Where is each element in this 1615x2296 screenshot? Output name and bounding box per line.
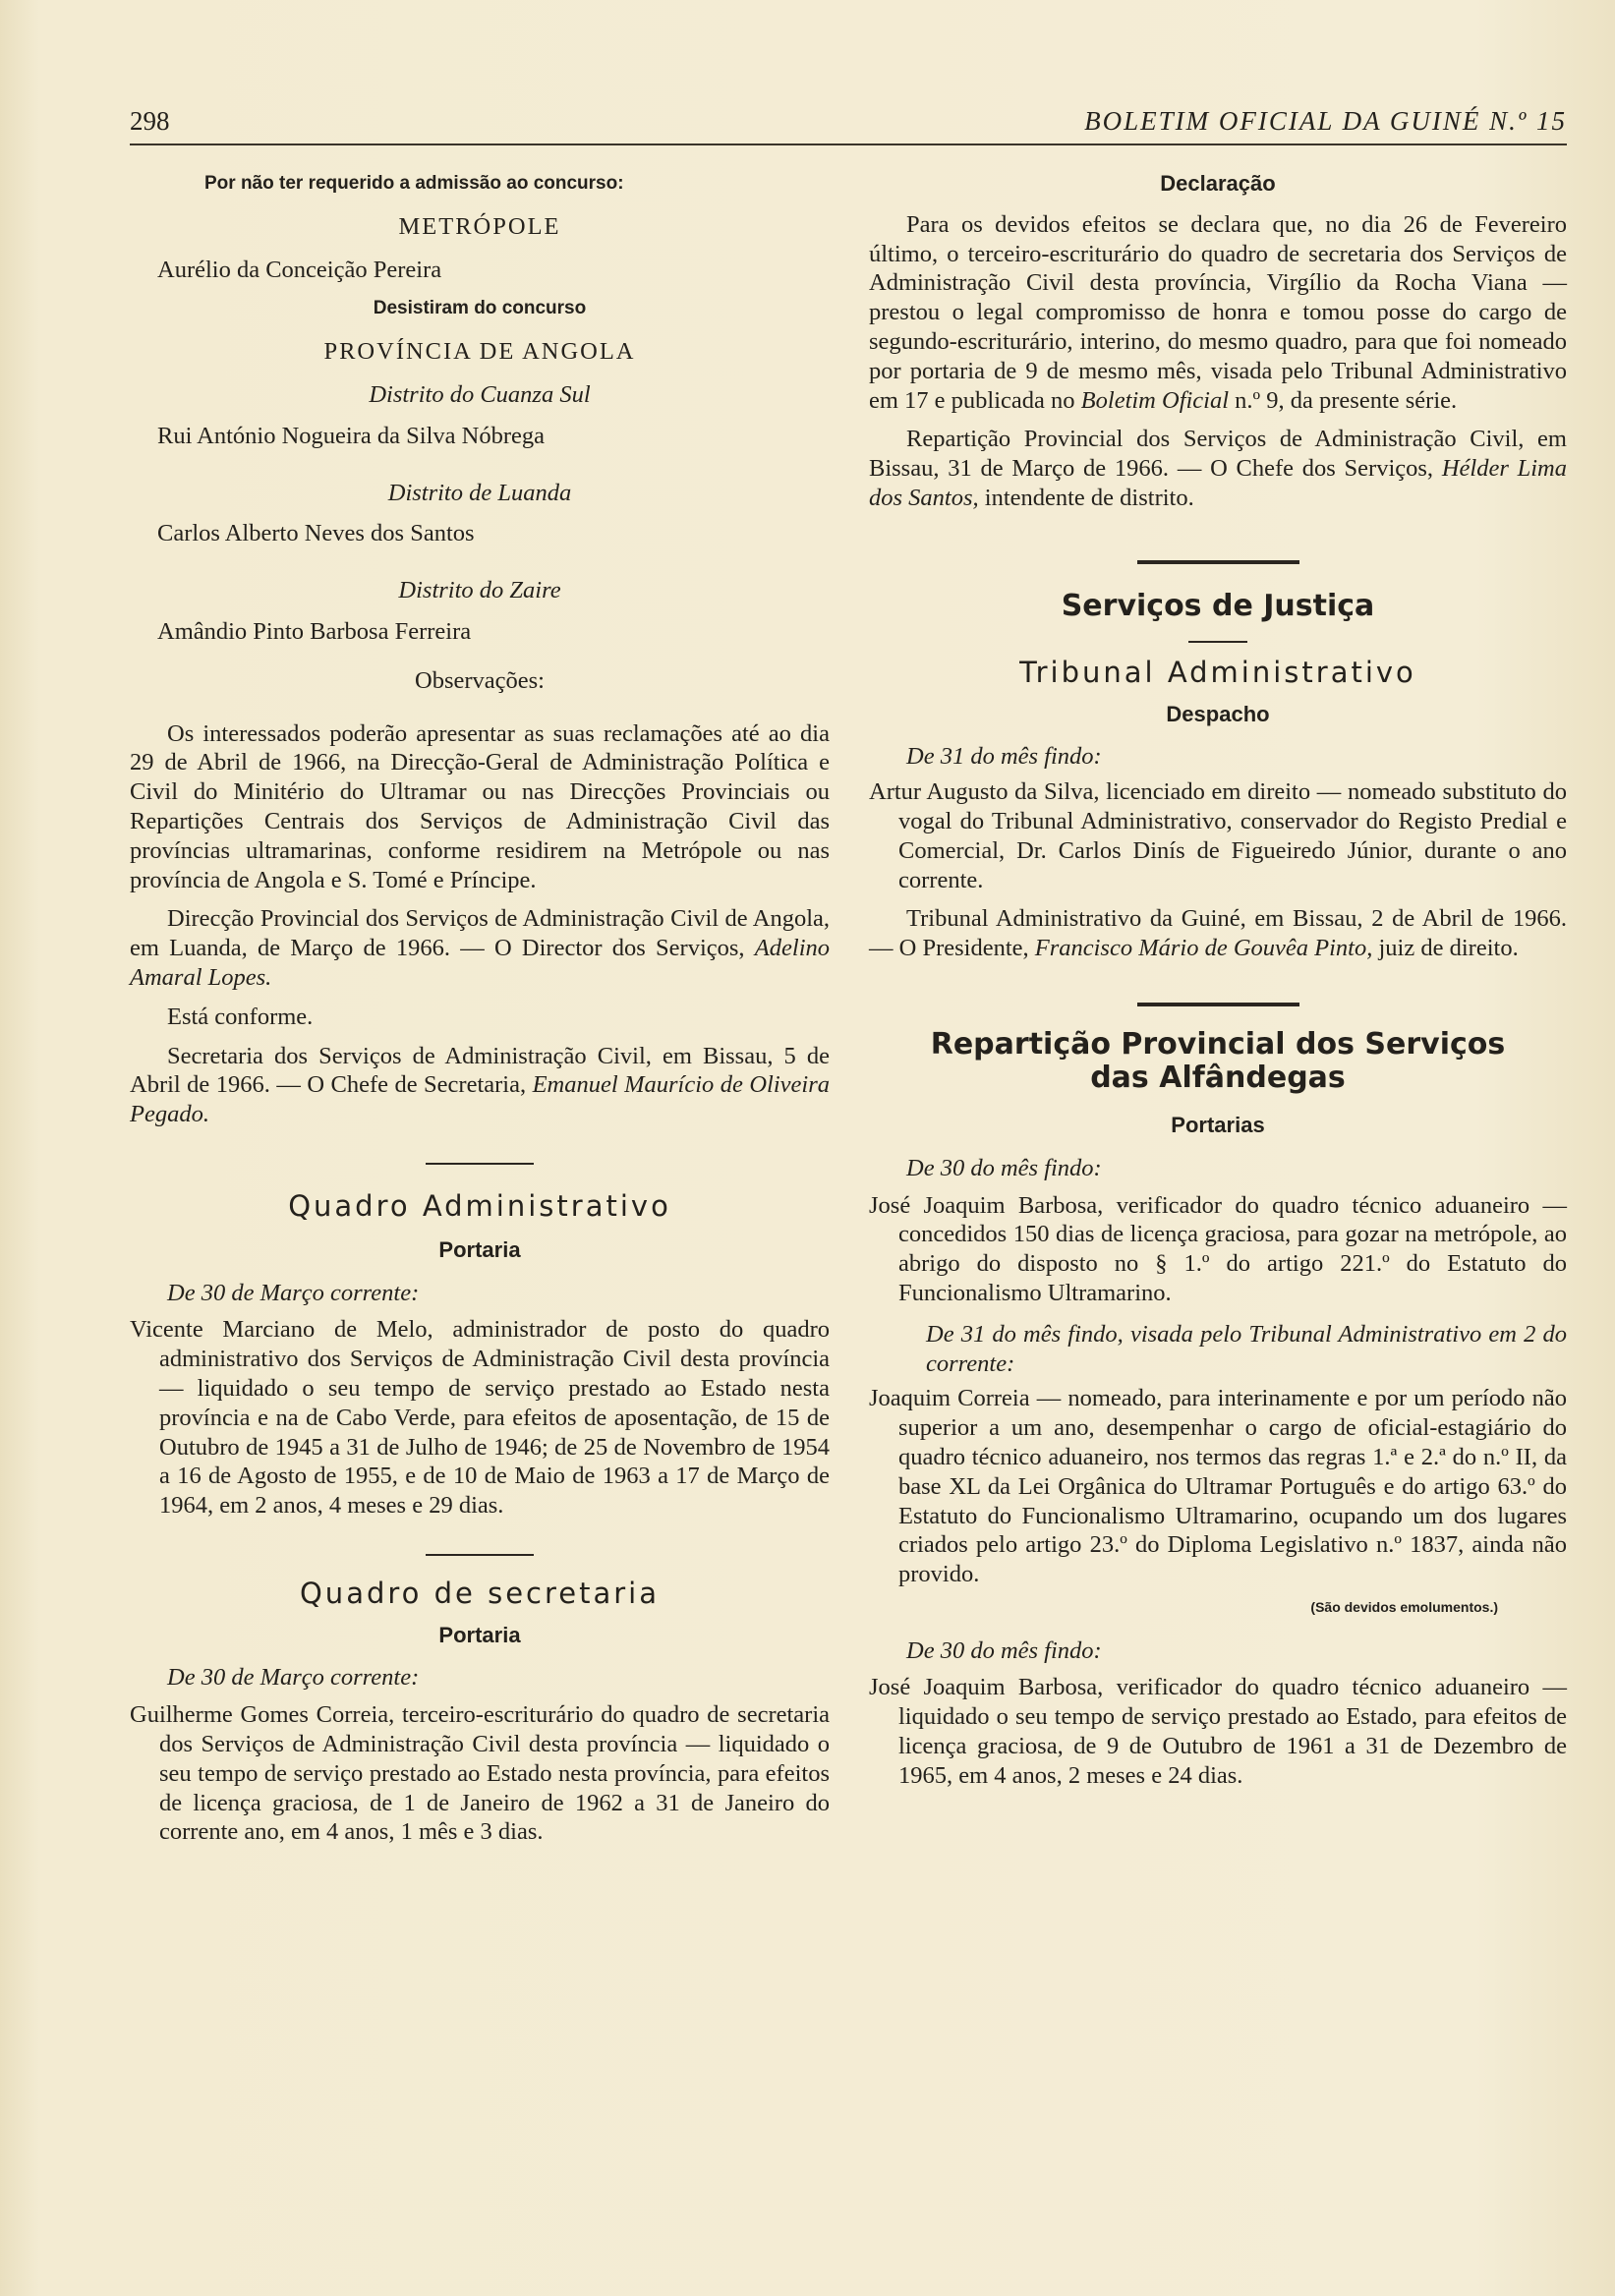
qs-date: De 30 de Março corrente:	[167, 1664, 420, 1692]
portaria-2-date: De 31 do mês findo, visada pelo Tribunal Administrativo em 2 do corrente:	[926, 1320, 1567, 1377]
esta-conforme: Está conforme.	[167, 1003, 314, 1030]
metropole-name: Aurélio da Conceição Pereira	[157, 256, 442, 283]
emolumentos-note: (São devidos emolumentos.)	[1310, 1598, 1498, 1615]
withdrew-heading: Desistiram do concurso	[373, 298, 587, 319]
servicos-justica-title: Serviços de Justiça	[1061, 588, 1375, 623]
tribunal-suffix: juiz de direito.	[1378, 935, 1519, 962]
despacho-heading: Despacho	[1166, 701, 1270, 726]
divider	[1188, 641, 1247, 643]
tribunal-signer: Francisco Mário de Gouvêa Pinto,	[1034, 935, 1373, 962]
divider	[426, 1163, 534, 1165]
observacoes-heading: Observações:	[415, 666, 545, 694]
district-luanda: Distrito de Luanda	[387, 479, 572, 506]
direccao-signer: Adelino Amaral Lopes.	[130, 935, 831, 991]
district-cuanza-sul: Distrito do Cuanza Sul	[369, 380, 591, 408]
direccao-paragraph	[130, 904, 830, 992]
portaria-3-date: De 30 do mês findo:	[906, 1636, 1102, 1664]
district-zaire: Distrito do Zaire	[398, 577, 561, 604]
left-column	[130, 169, 830, 1847]
tribunal-text: Tribunal Administrativo da Guiné, em Bissau, 2 de Abril de 1966. — O Presidente,	[869, 905, 1567, 962]
qa-text: Vicente Marciano de Melo, administrador de posto do quadro administrativo dos Serviços de Administração Civil desta província — liquidado o seu tempo de serviço prestado ao Estado nesta província e na de Cabo Verde, para efeitos de aposentação, de 15 de Outubro de 1945 a 31 de Julho de 1946; de 25 de Novembro de 1954 a 16 de Agosto de 1955, e de 10 de Maio de 1963 a 17 de Março de 1964, em 2 anos, 4 meses e 29 dias.	[130, 1316, 830, 1520]
reparticao-text: Repartição Provincial dos Serviços de Administração Civil, em Bissau, 31 de Março de 1966. — O Chefe dos Serviços,	[869, 426, 1567, 483]
reparticao-paragraph	[869, 425, 1567, 512]
alfandegas-title-line-2: das Alfândegas	[1090, 1060, 1346, 1095]
qs-portaria-heading: Portaria	[438, 1622, 521, 1647]
declaracao-paragraph	[869, 210, 1567, 416]
despacho-text: Artur Augusto da Silva, licenciado em direito — nomeado substituto do vogal do Tribunal Administrativo, conservador do Registo Predial e Comercial, Dr. Carlos Dinís de Figueiredo Júnior, durante o ano corrente.	[869, 778, 1567, 893]
divider	[1137, 560, 1299, 564]
metropole-heading: METRÓPOLE	[398, 212, 561, 240]
portarias-heading: Portarias	[1171, 1112, 1265, 1137]
secretaria-text: Secretaria dos Serviços de Administração Civil, em Bissau, 5 de Abril de 1966. — O Chefe de Secretaria,	[130, 1042, 830, 1099]
quadro-secretaria-title: Quadro de secretaria	[299, 1576, 660, 1610]
not-required-heading: Por não ter requerido a admissão ao concurso:	[204, 173, 624, 194]
name-nobrega: Rui António Nogueira da Silva Nóbrega	[157, 422, 545, 449]
page-number: 298	[130, 106, 170, 136]
qa-portaria-heading: Portaria	[438, 1236, 521, 1262]
declaracao-text-2: n.º 9, da presente série.	[1235, 386, 1458, 414]
qs-text: Guilherme Gomes Correia, terceiro-escriturário do quadro de secretaria dos Serviços de Administração Civil desta província — liquidado o seu tempo de serviço prestado ao Estado nesta província, para efeitos de licença graciosa, de 1 de Janeiro de 1962 a 31 de Janeiro do corrente ano, em 4 anos, 1 mês e 3 dias.	[130, 1701, 830, 1846]
tribunal-administrativo-title: Tribunal Administrativo	[1019, 655, 1416, 689]
portaria-1-text: José Joaquim Barbosa, verificador do quadro técnico aduaneiro — concedidos 150 dias de licença graciosa, para gozar na metrópole, ao abrigo do disposto no § 1.º do artigo 221.º do Estatuto do Funcionalismo Ultramarino.	[869, 1191, 1567, 1306]
declaracao-text-1: Para os devidos efeitos se declara que, no dia 26 de Fevereiro último, o terceiro-escriturário do quadro de secretaria dos Serviços de Administração Civil desta província, Virgílio da Rocha Viana — prestou o legal compromisso de honra e tomou posse do cargo de segundo-escriturário, interino, do mesmo quadro, para que foi nomeado por portaria de 9 de mesmo mês, visada pelo Tribunal Administrativo em 17 e publicada no	[869, 210, 1567, 414]
quadro-administrativo-title: Quadro Administrativo	[288, 1188, 671, 1223]
portaria-3-text: José Joaquim Barbosa, verificador do quadro técnico aduaneiro — liquidado o seu tempo de serviço prestado ao Estado, para efeitos de licença graciosa, de 9 de Outubro de 1961 a 31 de Dezembro de 1965, em 4 anos, 2 meses e 24 dias.	[869, 1674, 1567, 1789]
name-santos: Carlos Alberto Neves dos Santos	[157, 520, 475, 547]
portaria-1-date: De 30 do mês findo:	[906, 1154, 1102, 1181]
tribunal-paragraph	[869, 904, 1567, 963]
declaracao-heading: Declaração	[1160, 171, 1276, 196]
direccao-text: Direcção Provincial dos Serviços de Administração Civil de Angola, em Luanda, de Março de 1966. — O Director dos Serviços,	[130, 905, 830, 962]
secretaria-signer: Emanuel Maurício de Oliveira Pegado.	[130, 1071, 830, 1128]
divider	[1137, 1003, 1299, 1006]
despacho-date: De 31 do mês findo:	[906, 743, 1102, 771]
reparticao-signer: Hélder Lima dos Santos,	[869, 455, 1567, 511]
qa-date: De 30 de Março corrente:	[167, 1279, 420, 1306]
divider	[426, 1554, 534, 1556]
reparticao-suffix: intendente de distrito.	[984, 484, 1194, 511]
page-header	[130, 106, 1567, 145]
observacoes-text: Os interessados poderão apresentar as suas reclamações até ao dia 29 de Abril de 1966, na Direcção-Geral de Administração Política e Civil do Minitério do Ultramar ou nas Direcções Provinciais ou Repartições Centrais dos Serviços de Administração Civil das províncias ultramarinas, conforme residirem na Metrópole ou nas província de Angola e S. Tomé e Príncipe.	[130, 719, 830, 893]
provincia-angola-heading: PROVÍNCIA DE ANGOLA	[323, 338, 636, 366]
alfandegas-title-line-1: Repartição Provincial dos Serviços	[930, 1026, 1506, 1062]
portaria-2-text: Joaquim Correia — nomeado, para interinamente e por um período não superior a um ano, desempenhar o cargo de oficial-estagiário do quadro técnico aduaneiro, nos termos das regras 1.ª e 2.ª do n.º II, da base XL da Lei Orgânica do Ultramar Português e do artigo 63.º do Estatuto do Funcionalismo Ultramarino, ocupando um dos lugares criados pelo artigo 23.º do Diploma Legislativo n.º 1837, ainda não provido.	[869, 1385, 1567, 1588]
secretaria-paragraph	[130, 1042, 830, 1129]
running-title: BOLETIM OFICIAL DA GUINÉ N.º 15	[1084, 106, 1567, 136]
right-column	[869, 169, 1567, 1791]
name-ferreira: Amândio Pinto Barbosa Ferreira	[157, 617, 472, 645]
declaracao-bo: Boletim Oficial	[1080, 386, 1230, 414]
